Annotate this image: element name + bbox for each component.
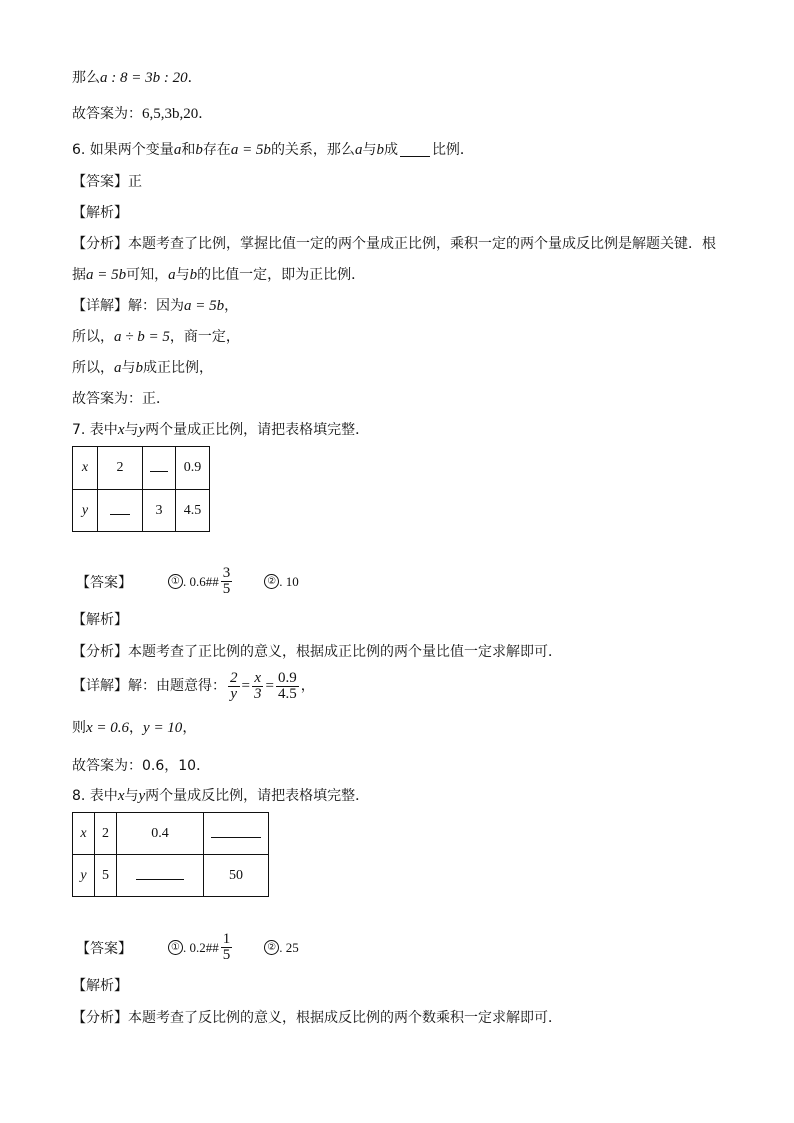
- table-cell-blank: [204, 813, 269, 855]
- text: 与: [362, 142, 377, 158]
- math-expression: x = 0.6: [86, 720, 130, 736]
- answer-label: 【答案】: [72, 174, 128, 190]
- text: 8. 表中: [72, 788, 118, 804]
- numerator: 3: [222, 565, 231, 581]
- fenxi-label: 【分析】: [72, 236, 128, 252]
- text: 与: [124, 422, 139, 438]
- fenxi-label: 【分析】: [72, 644, 128, 660]
- text: 与: [124, 788, 139, 804]
- table-row: [73, 490, 210, 532]
- math-var: y: [138, 788, 146, 804]
- numerator: 1: [222, 931, 231, 947]
- question-8-prompt: [72, 786, 369, 806]
- text: 本题考查了反比例的意义，根据成反比例的两个数乘积一定求解即可．: [128, 1010, 562, 1026]
- text: 所以，: [72, 329, 114, 345]
- text: 可知，: [126, 267, 169, 283]
- text: 成: [383, 142, 398, 158]
- text: 那么: [72, 70, 100, 86]
- answer-line: [76, 932, 299, 963]
- question-6-prompt: [72, 140, 474, 160]
- proportion-table-q7: [72, 446, 210, 532]
- answer-line: [76, 566, 299, 597]
- text: ，: [224, 298, 239, 314]
- table-cell: x: [73, 813, 95, 855]
- answer-blank: [400, 142, 430, 157]
- answer-text: 正: [128, 174, 142, 190]
- math-var: x: [117, 422, 125, 438]
- math-var: b: [189, 267, 198, 283]
- table-cell: 2: [98, 447, 143, 490]
- table-cell: 2: [95, 813, 117, 855]
- table-cell-blank: [143, 447, 176, 490]
- text: 所以，: [72, 360, 114, 376]
- table-cell: 4.5: [176, 490, 210, 532]
- table-cell-blank: [117, 855, 204, 897]
- table-cell: 5: [95, 855, 117, 897]
- math-var: a: [114, 360, 122, 376]
- text: ，: [129, 720, 144, 736]
- final-answer: 故答案为：正．: [72, 391, 170, 407]
- denominator: 3: [253, 685, 262, 702]
- math-expression: a = 5b: [184, 298, 225, 314]
- text: ，: [182, 720, 197, 736]
- math-expression: 6,5,3b,20: [142, 106, 199, 122]
- table-cell: 3: [143, 490, 176, 532]
- circled-number-2: ②: [264, 574, 279, 589]
- text: 和: [181, 142, 196, 158]
- circled-number-2: ②: [264, 940, 279, 955]
- text: 与: [121, 360, 136, 376]
- proportion-table-q8: [72, 812, 269, 897]
- detail-line-2: [72, 718, 196, 738]
- math-var: b: [376, 142, 384, 158]
- fraction: [276, 671, 299, 702]
- text: ，: [300, 678, 315, 694]
- text: 两个量成反比例，请把表格填完整．: [145, 788, 370, 804]
- denominator: 5: [222, 581, 231, 597]
- fenxi-line: [72, 642, 562, 662]
- circled-number-1: ①: [168, 574, 183, 589]
- analysis-label: 【解析】: [72, 612, 128, 628]
- math-var: a: [354, 142, 363, 158]
- text: 比例．: [431, 142, 474, 158]
- text: 6. 如果两个变量: [72, 142, 174, 158]
- equals-sign: =: [265, 678, 274, 694]
- text-line: [72, 104, 212, 124]
- answer-label: 【答案】: [76, 574, 132, 591]
- detail-line-3: [72, 358, 213, 378]
- math-expression: a ÷ b = 5: [114, 329, 170, 345]
- math-expression: y = 10: [143, 720, 183, 736]
- detail-line-2: [72, 327, 240, 347]
- table-cell: 0.4: [117, 813, 204, 855]
- text: 本题考查了正比例的意义，根据成正比例的两个量比值一定求解即可．: [128, 644, 562, 660]
- text: 解：由题意得：: [128, 678, 226, 694]
- detail-label: 【详解】: [72, 298, 128, 314]
- answer-text: . 25: [279, 939, 299, 955]
- numerator: 0.9: [277, 669, 297, 686]
- table-row: [73, 813, 269, 855]
- text: 与: [175, 267, 190, 283]
- text: 本题考查了比例，掌握比值一定的两个量成正比例，乘积一定的两个量成反比例是解题关键．根: [128, 236, 716, 252]
- math-expression: a : 8 = 3b : 20: [100, 70, 188, 86]
- answer-text: . 10: [279, 573, 299, 589]
- fraction: [252, 671, 264, 702]
- text: 的比值一定，即为正比例．: [197, 267, 366, 283]
- text: ．: [198, 106, 213, 122]
- fenxi-line-2: [72, 265, 365, 285]
- question-7-prompt: [72, 420, 369, 440]
- text: 7. 表中: [72, 422, 118, 438]
- fenxi-label: 【分析】: [72, 1010, 128, 1026]
- table-cell: y: [73, 855, 95, 897]
- answer-text: . 0.2##: [183, 939, 219, 955]
- final-answer: 故答案为：0.6，10．: [72, 758, 211, 774]
- text: 存在: [202, 142, 231, 158]
- math-var: a: [168, 267, 176, 283]
- analysis-label: 【解析】: [72, 205, 128, 221]
- table-cell: 50: [204, 855, 269, 897]
- text: 的关系，那么: [270, 142, 355, 158]
- numerator: 2: [230, 669, 238, 686]
- denominator: y: [230, 685, 238, 702]
- equals-sign: =: [241, 678, 250, 694]
- math-var: x: [117, 788, 125, 804]
- detail-line: [72, 296, 238, 316]
- text: ．: [187, 70, 202, 86]
- text: 两个量成正比例，请把表格填完整．: [145, 422, 370, 438]
- fraction: [221, 566, 233, 597]
- numerator: x: [252, 671, 264, 687]
- detail-line: [72, 666, 315, 706]
- circled-number-1: ①: [168, 940, 183, 955]
- denominator: 4.5: [277, 685, 297, 702]
- denominator: 5: [222, 947, 231, 963]
- table-cell: y: [73, 490, 98, 532]
- table-row: [73, 447, 210, 490]
- fraction: [221, 932, 233, 963]
- text: 解：因为: [128, 298, 184, 314]
- table-row: [73, 855, 269, 897]
- text: 据: [72, 267, 86, 283]
- text: 故答案为：: [72, 106, 142, 122]
- detail-label: 【详解】: [72, 678, 128, 694]
- text: 则: [72, 720, 86, 736]
- math-var: b: [135, 360, 143, 376]
- fenxi-line: [72, 234, 716, 254]
- fenxi-line: [72, 1008, 562, 1028]
- table-cell-blank: [98, 490, 143, 532]
- math-expression: a = 5b: [86, 267, 127, 283]
- answer-text: . 0.6##: [183, 573, 219, 589]
- fraction: [228, 671, 240, 702]
- text: 成正比例，: [143, 360, 213, 376]
- answer-label: 【答案】: [76, 940, 132, 957]
- table-cell: x: [73, 447, 98, 490]
- math-var: y: [138, 422, 146, 438]
- answer-line: [72, 172, 142, 192]
- math-var: a: [173, 142, 182, 158]
- text-line: [72, 68, 202, 88]
- analysis-label: 【解析】: [72, 978, 128, 994]
- table-cell: 0.9: [176, 447, 210, 490]
- math-var: b: [195, 142, 203, 158]
- text: ，商一定，: [169, 329, 240, 345]
- math-expression: a = 5b: [230, 142, 271, 158]
